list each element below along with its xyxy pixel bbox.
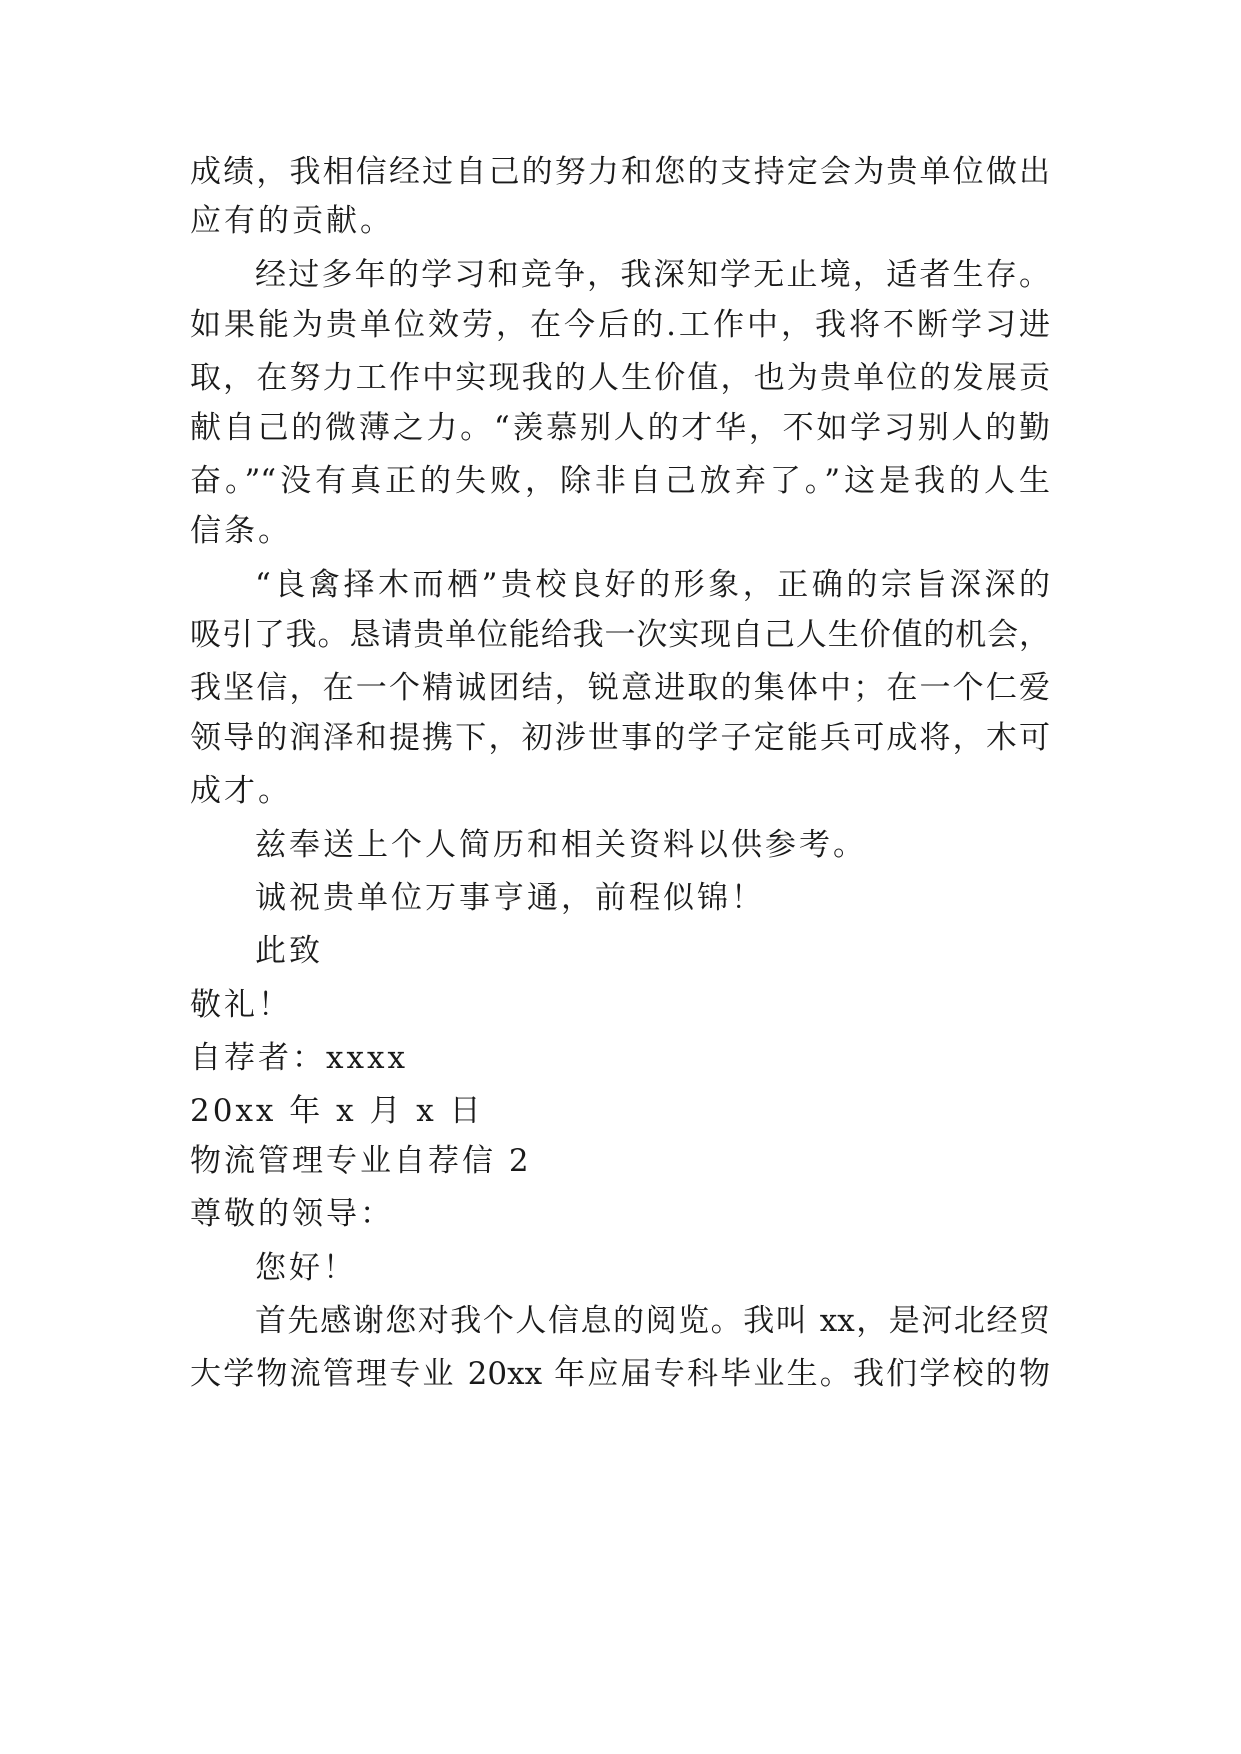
paragraph-line: 我坚信，在一个精诚团结，锐意进取的集体中；在一个仁爱 — [190, 670, 1050, 706]
closing-line: 此致 — [255, 933, 323, 969]
paragraph-line: 取，在努力工作中实现我的人生价值，也为贵单位的发展贡 — [190, 360, 1050, 396]
paragraph-line: 成绩，我相信经过自己的努力和您的支持定会为贵单位做出 — [190, 154, 1050, 190]
paragraph-line: 经过多年的学习和竞争，我深知学无止境，适者生存。 — [255, 257, 1050, 293]
greeting-line: 您好！ — [255, 1250, 357, 1286]
section-heading: 物流管理专业自荐信 2 — [190, 1143, 532, 1179]
paragraph-line: 献自己的微薄之力。“羡慕别人的才华，不如学习别人的勤 — [190, 410, 1050, 446]
paragraph-line: 兹奉送上个人简历和相关资料以供参考。 — [255, 827, 867, 863]
greeting-line: 尊敬的领导： — [190, 1196, 394, 1232]
date-line: 20xx 年 x 月 x 日 — [190, 1093, 484, 1129]
salutation-line: 敬礼！ — [190, 987, 292, 1023]
paragraph-line: 领导的润泽和提携下，初涉世事的学子定能兵可成将，木可 — [190, 720, 1050, 756]
paragraph-line: 首先感谢您对我个人信息的阅览。我叫 xx，是河北经贸 — [255, 1303, 1050, 1339]
signature-line: 自荐者：xxxx — [190, 1040, 408, 1076]
paragraph-line: 应有的贡献。 — [190, 203, 394, 239]
paragraph-line: 诚祝贵单位万事亨通，前程似锦！ — [255, 880, 765, 916]
paragraph-line: 奋。”“没有真正的失败，除非自己放弃了。”这是我的人生 — [190, 463, 1050, 499]
paragraph-line: 成才。 — [190, 773, 292, 809]
paragraph-line: 如果能为贵单位效劳，在今后的.工作中，我将不断学习进 — [190, 307, 1050, 343]
paragraph-line: 吸引了我。恳请贵单位能给我一次实现自己人生价值的机会， — [190, 617, 1050, 653]
paragraph-line: 大学物流管理专业 20xx 年应届专科毕业生。我们学校的物 — [190, 1356, 1050, 1392]
paragraph-line: 信条。 — [190, 513, 292, 549]
paragraph-line: “良禽择木而栖”贵校良好的形象，正确的宗旨深深的 — [255, 567, 1050, 603]
